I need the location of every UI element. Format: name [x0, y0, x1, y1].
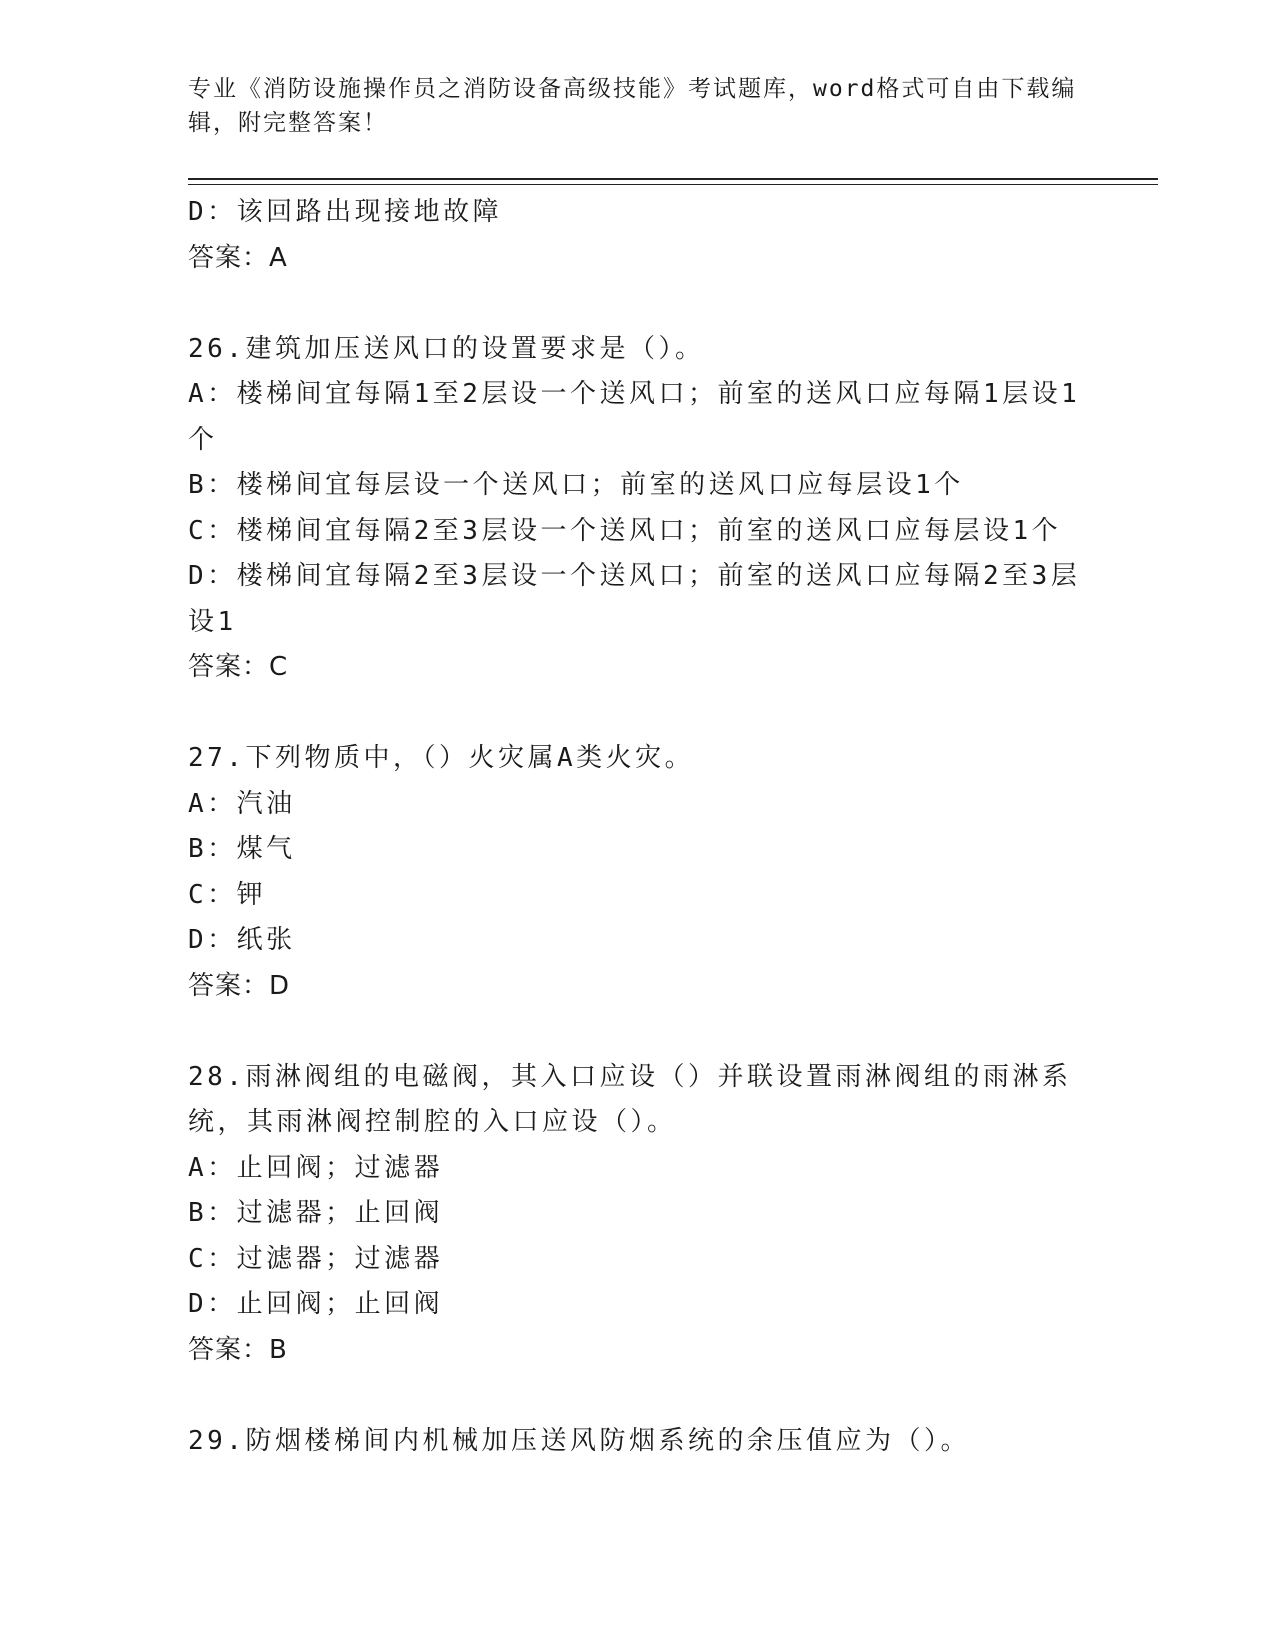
- option-d: D：纸张: [188, 925, 296, 955]
- question-26: [188, 327, 1088, 691]
- answer: 答案：B: [188, 1334, 288, 1365]
- previous-answer: 答案：A: [188, 242, 288, 273]
- document-header: [188, 72, 1078, 140]
- spacer: [188, 691, 1088, 737]
- previous-option-d: D：该回路出现接地故障: [188, 197, 503, 227]
- question-stem: 27.下列物质中，（）火灾属A类火灾。: [188, 743, 695, 773]
- answer: 答案：D: [188, 970, 291, 1001]
- option-a: A：汽油: [188, 788, 296, 819]
- spacer: [188, 1009, 1088, 1055]
- option-c: C：钾: [188, 879, 267, 910]
- header-rule-thick: [188, 178, 1158, 180]
- option-d: D：楼梯间宜每隔2至3层设一个送风口；前室的送风口应每隔2至3层设1: [188, 561, 1081, 637]
- question-27: [188, 736, 1088, 1009]
- option-c: C：过滤器；过滤器: [188, 1243, 444, 1274]
- header-rule-thin: [188, 184, 1158, 185]
- option-a: A：楼梯间宜每隔1至2层设一个送风口；前室的送风口应每隔1层设1个: [188, 379, 1081, 455]
- option-d: D：止回阀；止回阀: [188, 1289, 444, 1319]
- header-text: 专业《消防设施操作员之消防设备高级技能》考试题库，word格式可自由下载编辑，附完整答案！: [188, 76, 1077, 136]
- question-28: [188, 1055, 1088, 1374]
- option-b: B：过滤器；止回阀: [188, 1198, 444, 1228]
- option-b: B：煤气: [188, 834, 296, 864]
- option-b: B：楼梯间宜每层设一个送风口；前室的送风口应每层设1个: [188, 470, 964, 500]
- question-29: [188, 1419, 1088, 1465]
- question-stem: 28.雨淋阀组的电磁阀，其入口应设（）并联设置雨淋阀组的雨淋系统，其雨淋阀控制腔的入口应设（）。: [188, 1061, 1072, 1137]
- option-a: A：止回阀；过滤器: [188, 1152, 444, 1183]
- spacer: [188, 1373, 1088, 1419]
- question-list: [188, 190, 1088, 1464]
- option-c: C：楼梯间宜每隔2至3层设一个送风口；前室的送风口应每层设1个: [188, 515, 1062, 546]
- question-stem: 29.防烟楼梯间内机械加压送风防烟系统的余压值应为（）。: [188, 1425, 970, 1456]
- spacer: [188, 281, 1088, 327]
- answer: 答案：C: [188, 652, 289, 682]
- question-stem: 26.建筑加压送风口的设置要求是（）。: [188, 333, 705, 364]
